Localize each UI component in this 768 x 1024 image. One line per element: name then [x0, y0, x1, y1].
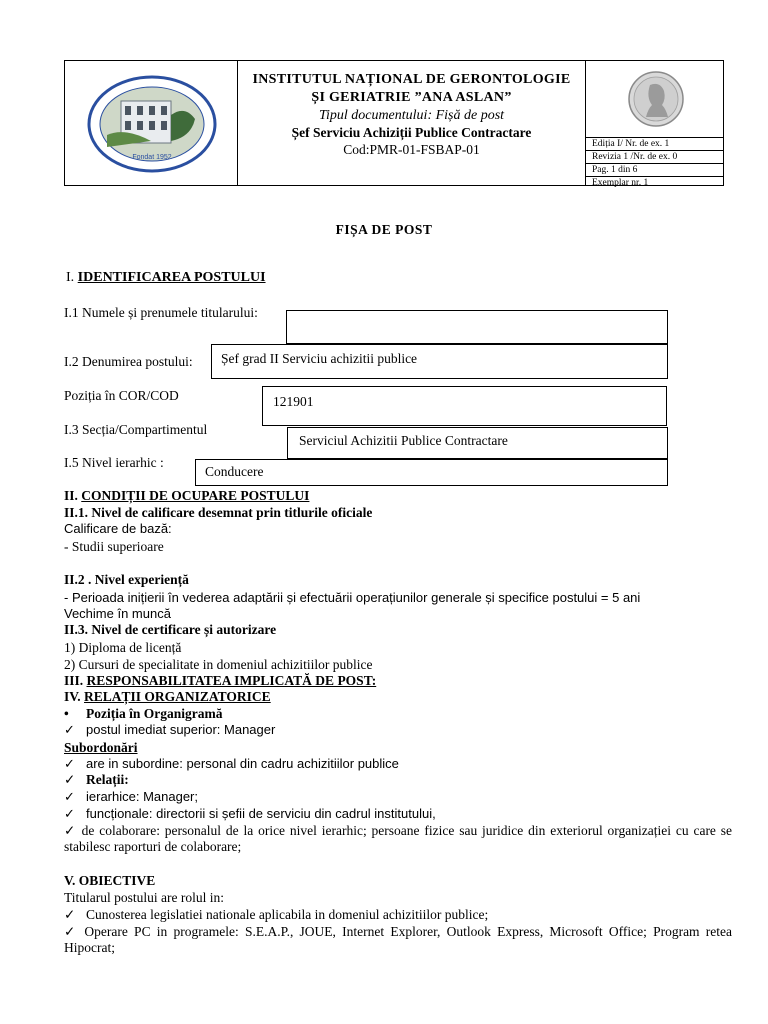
subordinates-text: are in subordine: personal din cadru achizitiilor publice — [86, 756, 399, 771]
certification-courses: 2) Cursuri de specialitate in domeniul achizitiilor publice — [64, 657, 373, 672]
institute-logo — [87, 75, 217, 173]
section-field — [287, 427, 668, 459]
section-3-heading — [64, 673, 376, 689]
section-3-title: RESPONSABILITATEA IMPLICATĂ DE POST: — [86, 673, 377, 688]
section-4-title: RELAȚII ORGANIZATORICE — [84, 689, 271, 704]
objective-legislation — [64, 907, 488, 923]
meta-revision: Revizia 1 /Nr. de ex. 0 — [586, 150, 724, 163]
meta-edition: Ediția I/ Nr. de ex. 1 — [586, 137, 724, 150]
section-4-number: IV. — [64, 689, 81, 704]
subordination-heading: Subordonări — [64, 740, 138, 755]
check-icon: ✓ — [64, 907, 76, 923]
check-icon: ✓ — [64, 723, 75, 738]
section-label: I.3 Secția/Compartimentul — [64, 422, 208, 437]
objective-legislation-text: Cunosterea legislatiei nationale aplicabila in domeniul achizitiilor publice; — [86, 907, 489, 922]
cor-field — [262, 386, 667, 426]
institute-name-line2: ȘI GERIATRIE ”ANA ASLAN” — [311, 90, 512, 105]
meta-page: Pag. 1 din 6 — [586, 163, 724, 176]
post-value: Șef grad II Serviciu achizitii publice — [221, 351, 418, 366]
hierarchical-text: ierarhice: Manager; — [86, 789, 198, 804]
check-icon: ✓ — [64, 772, 76, 788]
level-field — [195, 459, 668, 486]
institute-name — [238, 71, 585, 107]
subsection-2-3-title: II.3. Nivel de certificare și autorizare — [64, 622, 277, 637]
document-type: Tipul documentului: Fișă de post — [318, 108, 505, 123]
level-value: Conducere — [205, 464, 264, 479]
check-icon: ✓ — [64, 924, 79, 940]
certification-diploma: 1) Diploma de licență — [64, 640, 182, 655]
org-position-item — [64, 706, 222, 722]
subordinates-item — [64, 756, 399, 773]
cor-label: Poziția în COR/COD — [64, 388, 179, 403]
name-label: I.1 Numele și prenumele titularului: — [64, 305, 258, 320]
section-2-heading — [64, 488, 309, 504]
section-3-number: III. — [64, 673, 84, 688]
meta-copy: Exemplar nr. 1 — [586, 176, 724, 189]
document-code: Cod:PMR-01-FSBAP-01 — [343, 142, 480, 157]
superior-item — [64, 722, 275, 739]
document-title: FIȘA DE POST — [335, 222, 433, 237]
cor-value: 121901 — [273, 394, 314, 409]
relations-label: Relații: — [86, 772, 129, 787]
subsection-2-1-title: II.1. Nivel de calificare desemnat prin titlurile oficiale — [64, 505, 373, 520]
section-4-heading — [64, 689, 271, 705]
section-5-title: V. OBIECTIVE — [64, 873, 156, 888]
name-field — [286, 310, 668, 344]
collaboration-text: de colaborare: personalul de la orice nivel ierarhic; persoane fizice sau juridice din exteriorul organizației cu care se stabilesc raporturi de colaborare; — [64, 823, 733, 854]
medal-portrait-icon — [628, 71, 684, 127]
check-icon: ✓ — [64, 757, 75, 772]
section-1-heading — [66, 270, 266, 286]
objective-pc — [64, 924, 732, 956]
institute-name-line1: INSTITUTUL NAȚIONAL DE GERONTOLOGIE — [252, 72, 571, 87]
experience-period: - Perioada inițierii în vederea adaptării și efectuării operațiunilor generale și specifice postului = 5 ani — [64, 590, 641, 605]
qualification-studies: - Studii superioare — [64, 539, 164, 554]
work-seniority: Vechime în muncă — [64, 606, 171, 621]
check-icon: ✓ — [64, 790, 75, 805]
section-value: Serviciul Achizitii Publice Contractare — [299, 433, 508, 448]
level-label: I.5 Nivel ierarhic : — [64, 455, 164, 470]
logo-founded-text: Fondat 1952 — [132, 154, 172, 161]
hierarchical-item — [64, 789, 198, 806]
superior-text: postul imediat superior: Manager — [86, 722, 276, 737]
section-1-title: IDENTIFICAREA POSTULUI — [77, 270, 266, 285]
subsection-2-2-title: II.2 . Nivel experiență — [64, 572, 189, 587]
document-position: Șef Serviciu Achiziții Publice Contractare — [291, 125, 532, 140]
functional-item — [64, 806, 436, 823]
post-field — [211, 344, 668, 379]
qualification-base: Calificare de bază: — [64, 521, 172, 536]
check-icon: ✓ — [64, 807, 75, 822]
functional-text: funcționale: directorii si șefii de serviciu din cadrul institutului, — [86, 806, 436, 821]
bullet-icon: • — [64, 706, 69, 721]
objective-pc-text: Operare PC in programele: S.E.A.P., JOUE, Internet Explorer, Outlook Express, Microsoft Office; Program retea Hipocrat; — [64, 924, 733, 955]
check-icon: ✓ — [64, 823, 77, 839]
relations-item — [64, 772, 129, 788]
post-label: I.2 Denumirea postului: — [64, 354, 193, 369]
section-2-number: II. — [64, 488, 78, 503]
org-position-label: Poziția în Organigramă — [86, 706, 223, 721]
document-header — [64, 60, 724, 186]
objectives-intro: Titularul postului are rolul in: — [64, 890, 224, 905]
collaboration-item — [64, 823, 732, 855]
section-1-number: I. — [66, 270, 75, 285]
section-2-title: CONDIȚII DE OCUPARE POSTULUI — [81, 488, 310, 503]
